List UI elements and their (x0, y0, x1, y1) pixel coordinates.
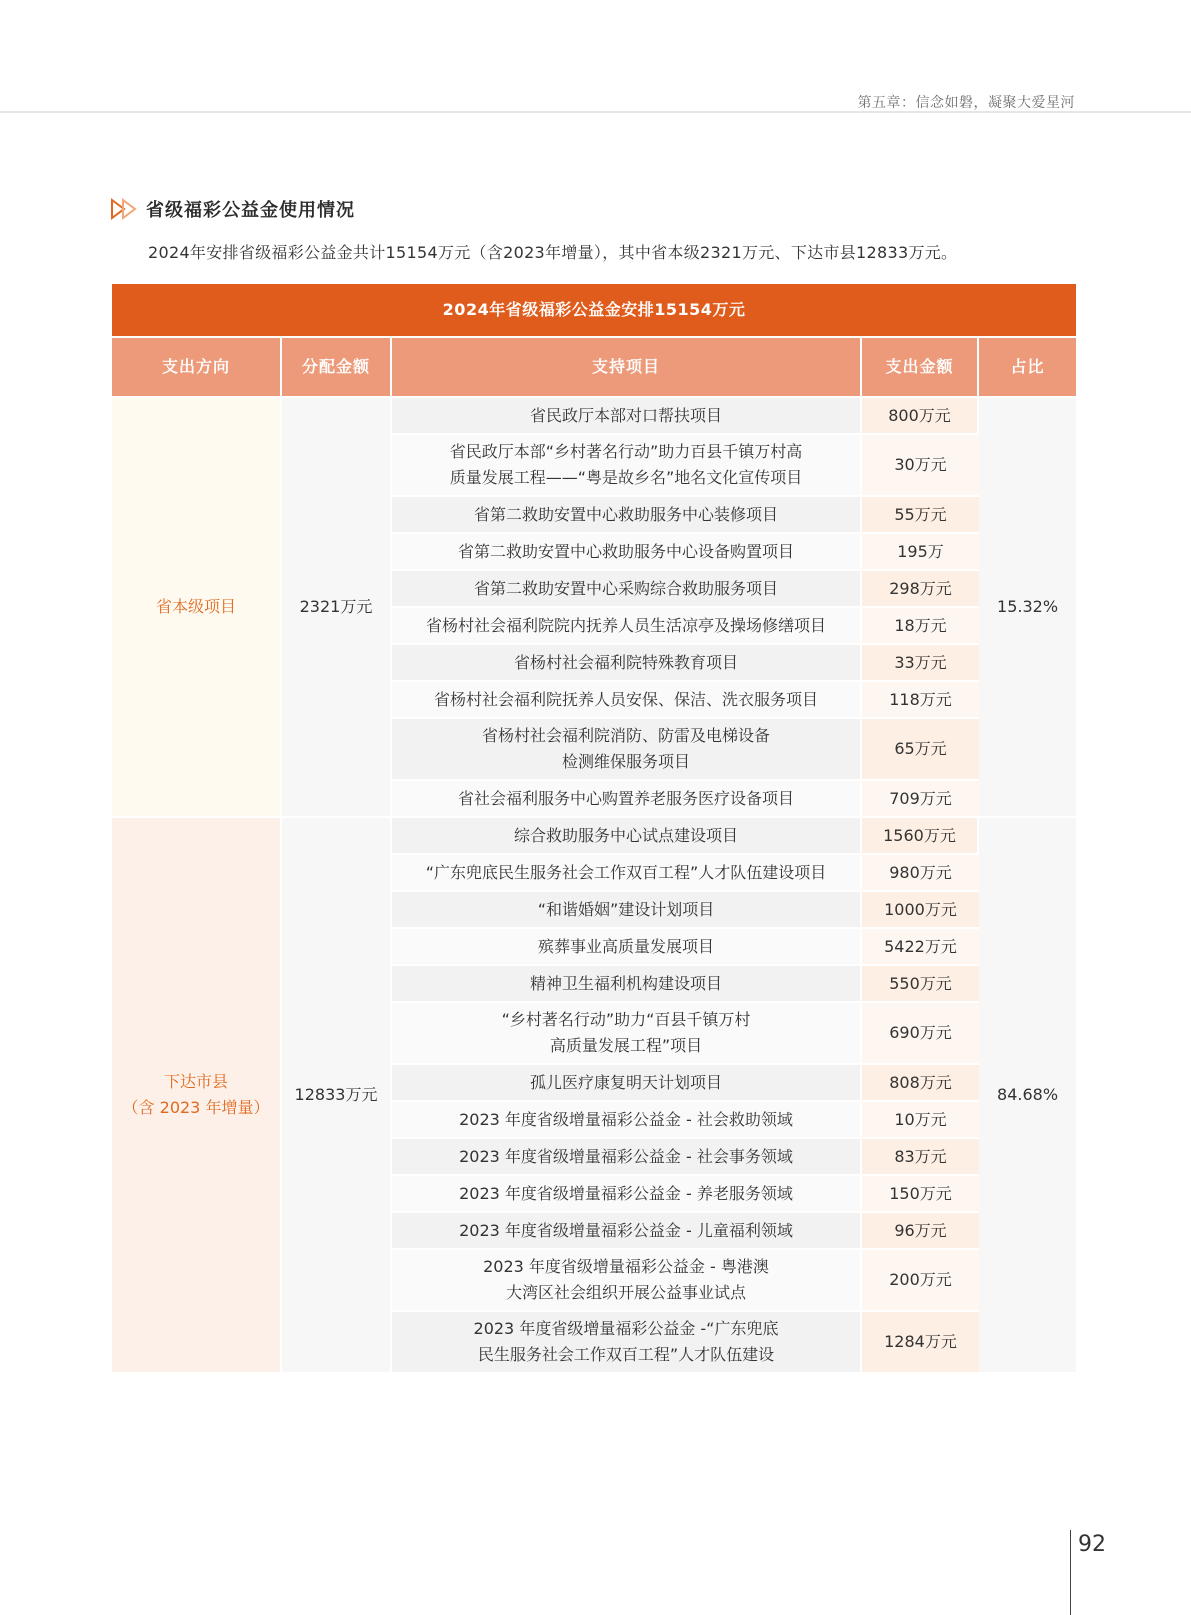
project-cell: 2023 年度省级增量福彩公益金 - 儿童福利领域 (392, 1213, 862, 1250)
budget-table (112, 284, 1076, 1374)
project-cell: 孤儿医疗康复明天计划项目 (392, 1065, 862, 1102)
project-cell: 2023 年度省级增量福彩公益金 - 社会救助领域 (392, 1102, 862, 1139)
double-arrow-icon (110, 198, 138, 220)
project-cell: 省杨村社会福利院院内抚养人员生活凉亭及操场修缮项目 (392, 608, 862, 645)
amount-cell: 65万元 (862, 719, 979, 781)
amount-cell: 200万元 (862, 1250, 979, 1312)
project-cell: 省民政厅本部“乡村著名行动”助力百县千镇万村高 质量发展工程——“粤是故乡名”地名文化宣传项目 (392, 435, 862, 497)
project-cell: 省杨村社会福利院消防、防雷及电梯设备 检测维保服务项目 (392, 719, 862, 781)
project-cell: 综合救助服务中心试点建设项目 (392, 818, 862, 855)
amount-cell: 1284万元 (862, 1312, 979, 1374)
header-project: 支持项目 (392, 338, 862, 398)
amount-cell: 5422万元 (862, 929, 979, 966)
page-number: 92 (1078, 1532, 1106, 1557)
category-cell: 省本级项目 (112, 398, 282, 818)
category-cell: 下达市县 （含 2023 年增量） (112, 818, 282, 1374)
amount-cell: 30万元 (862, 435, 979, 497)
section-title: 省级福彩公益金使用情况 (146, 200, 355, 221)
amount-cell: 800万元 (862, 398, 979, 435)
project-cell: 殡葬事业高质量发展项目 (392, 929, 862, 966)
table-caption: 2024年省级福彩公益金安排15154万元 (112, 284, 1076, 338)
project-cell: “和谐婚姻”建设计划项目 (392, 892, 862, 929)
amount-cell: 55万元 (862, 497, 979, 534)
ratio-cell: 84.68% (979, 818, 1076, 1374)
amount-cell: 980万元 (862, 855, 979, 892)
amount-cell: 709万元 (862, 781, 979, 818)
chapter-header: 第五章：信念如磐，凝聚大爱星河 (857, 95, 1075, 111)
amount-cell: 1560万元 (862, 818, 979, 855)
project-cell: “乡村著名行动”助力“百县千镇万村 高质量发展工程”项目 (392, 1003, 862, 1065)
amount-cell: 195万 (862, 534, 979, 571)
project-cell: 精神卫生福利机构建设项目 (392, 966, 862, 1003)
table-row (112, 398, 1076, 435)
amount-cell: 298万元 (862, 571, 979, 608)
project-cell: 2023 年度省级增量福彩公益金 - 养老服务领域 (392, 1176, 862, 1213)
amount-cell: 150万元 (862, 1176, 979, 1213)
amount-cell: 808万元 (862, 1065, 979, 1102)
header-allocation: 分配金额 (282, 338, 392, 398)
header-amount: 支出金额 (862, 338, 979, 398)
amount-cell: 10万元 (862, 1102, 979, 1139)
project-cell: 省杨村社会福利院抚养人员安保、保洁、洗衣服务项目 (392, 682, 862, 719)
project-cell: 省社会福利服务中心购置养老服务医疗设备项目 (392, 781, 862, 818)
section-heading (110, 196, 355, 222)
project-cell: 2023 年度省级增量福彩公益金 - 社会事务领域 (392, 1139, 862, 1176)
project-cell: “广东兜底民生服务社会工作双百工程”人才队伍建设项目 (392, 855, 862, 892)
amount-cell: 550万元 (862, 966, 979, 1003)
table-row (112, 818, 1076, 855)
project-cell: 省杨村社会福利院特殊教育项目 (392, 645, 862, 682)
project-cell: 省第二救助安置中心采购综合救助服务项目 (392, 571, 862, 608)
header-ratio: 占比 (979, 338, 1076, 398)
amount-cell: 118万元 (862, 682, 979, 719)
allocation-cell: 2321万元 (282, 398, 392, 818)
project-cell: 省民政厅本部对口帮扶项目 (392, 398, 862, 435)
project-cell: 省第二救助安置中心救助服务中心设备购置项目 (392, 534, 862, 571)
amount-cell: 83万元 (862, 1139, 979, 1176)
project-cell: 2023 年度省级增量福彩公益金 - 粤港澳 大湾区社会组织开展公益事业试点 (392, 1250, 862, 1312)
amount-cell: 33万元 (862, 645, 979, 682)
allocation-cell: 12833万元 (282, 818, 392, 1374)
amount-cell: 96万元 (862, 1213, 979, 1250)
amount-cell: 1000万元 (862, 892, 979, 929)
project-cell: 2023 年度省级增量福彩公益金 -“广东兜底 民生服务社会工作双百工程”人才队伍建设 (392, 1312, 862, 1374)
page-number-rule (1070, 1530, 1071, 1615)
project-cell: 省第二救助安置中心救助服务中心装修项目 (392, 497, 862, 534)
ratio-cell: 15.32% (979, 398, 1076, 818)
intro-paragraph: 2024年安排省级福彩公益金共计15154万元（含2023年增量），其中省本级2321万元、下达市县12833万元。 (148, 243, 958, 262)
amount-cell: 18万元 (862, 608, 979, 645)
header-direction: 支出方向 (112, 338, 282, 398)
amount-cell: 690万元 (862, 1003, 979, 1065)
